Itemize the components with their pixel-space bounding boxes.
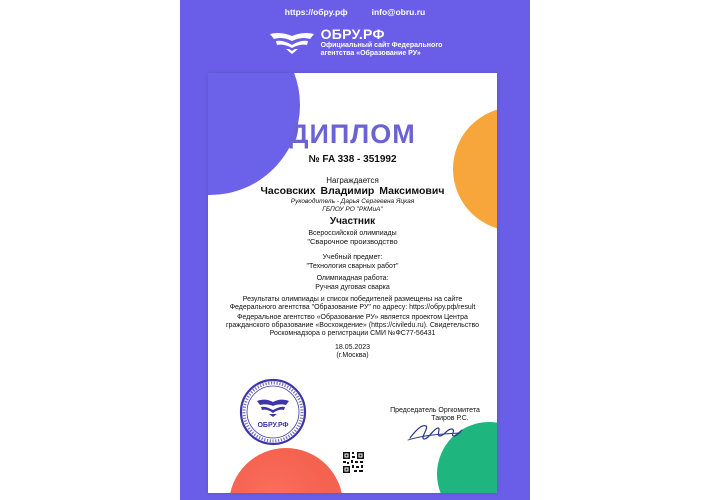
subject-label: Учебный предмет: [322,254,383,261]
organization-line: ГБПОУ РО "РКМиА" [322,206,383,213]
agency-line-2: гражданского образование «Восхождение» (https://civiledu.ru). Свидетельство [225,322,480,329]
chair-title: Председатель Оргкомитета [390,407,480,414]
participant-role: Участник [329,216,376,227]
site-link[interactable]: https://обру.рф [284,7,348,17]
issue-city: (г.Москва) [336,352,369,359]
leader-line: Руководитель - Дарья Сергеевна Яцкая [290,198,415,205]
issue-date: 18.05.2023 [334,344,371,351]
diploma-title: ДИПЛОМ [289,119,416,149]
site-logo[interactable] [180,27,530,58]
logo-text [321,27,443,58]
results-line-1: Результаты олимпиады и список победителей размещены на сайте [242,296,463,303]
results-line-2: Федерального агентства "Образование РУ" по адресу: https://обру.рф/result [229,304,476,311]
awarded-label: Награждается [326,176,379,185]
official-stamp-icon [239,378,307,446]
logo-title: ОБРУ.РФ [320,26,385,42]
hands-book-icon [268,30,316,56]
diploma-document [208,73,497,493]
agency-line-3: Роскомнадзора о регистрации СМИ №ФС77-56431 [269,330,436,337]
email-link[interactable]: info@obru.ru [371,7,426,17]
olympiad-name: "Сварочное производство [307,237,398,246]
diploma-content [208,73,497,493]
logo-subtitle-line2: агентства «Образование РУ» [320,50,421,57]
qr-code-icon[interactable] [342,451,365,474]
header-links [180,7,530,17]
work-label: Олимпиадная работа: [316,275,389,282]
logo-subtitle-line1: Официальный сайт Федерального [320,42,443,49]
agency-line-1: Федеральное агентство «Образование РУ» является проектом Центра [237,314,468,321]
stamp-text: ОБРУ.РФ [257,422,289,429]
chair-name: Таиров Р.С. [431,415,469,422]
subject-name: "Технология сварных работ" [306,263,399,270]
recipient-name: Часовских Владимир Максимович [260,185,445,197]
diploma-number: № FA 338 - 351992 [308,154,397,165]
signature-icon [406,420,464,444]
work-name: Ручная дуговая сварка [315,284,390,291]
olympiad-label: Всероссийской олимпиады [308,230,397,237]
